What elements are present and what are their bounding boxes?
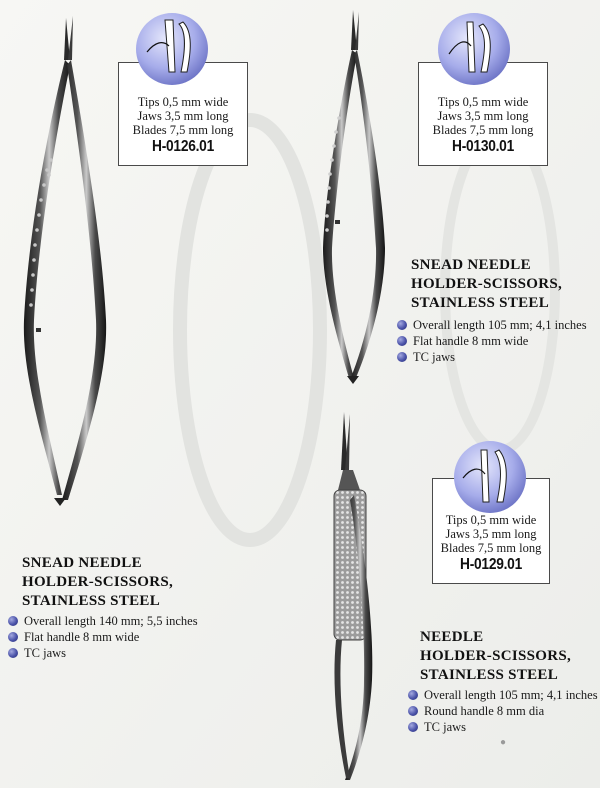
feature-item: Overall length 140 mm; 5,5 inches (8, 613, 198, 629)
needle-holder-tip-detail-icon (437, 12, 511, 86)
bullet-dot-icon (397, 320, 407, 330)
feature-item: Round handle 8 mm dia (408, 703, 598, 719)
feature-item: Flat handle 8 mm wide (8, 629, 198, 645)
product-code: H-0129.01 (460, 556, 522, 573)
product-title-h0129: NEEDLE HOLDER-SCISSORS, STAINLESS STEEL (420, 629, 572, 683)
product-code: H-0126.01 (152, 138, 214, 155)
bullet-dot-icon (408, 722, 418, 732)
product-code: H-0130.01 (452, 138, 514, 155)
bullet-dot-icon (8, 648, 18, 658)
spec-blades: Blades 7,5 mm long (132, 123, 234, 137)
bullet-dot-icon (408, 690, 418, 700)
product-title-h0126: SNEAD NEEDLE HOLDER-SCISSORS, STAINLESS STEEL (22, 555, 174, 609)
instrument-h0129-image (310, 410, 390, 785)
feature-list-h0129 (408, 687, 598, 735)
needle-holder-tip-detail-icon (135, 12, 209, 86)
feature-item: Flat handle 8 mm wide (397, 333, 587, 349)
feature-item: Overall length 105 mm; 4,1 inches (397, 317, 587, 333)
feature-item: TC jaws (397, 349, 587, 365)
bullet-dot-icon (8, 616, 18, 626)
spec-tips: Tips 0,5 mm wide (445, 513, 537, 527)
bullet-dot-icon (8, 632, 18, 642)
bullet-dot-icon (397, 352, 407, 362)
instrument-h0126-image (10, 10, 130, 510)
feature-item: Overall length 105 mm; 4,1 inches (408, 687, 598, 703)
spec-jaws: Jaws 3,5 mm long (437, 109, 529, 123)
feature-item: TC jaws (408, 719, 598, 735)
spec-jaws: Jaws 3,5 mm long (137, 109, 229, 123)
spec-tips: Tips 0,5 mm wide (137, 95, 229, 109)
feature-list-h0126 (8, 613, 198, 661)
product-title-h0130: SNEAD NEEDLE HOLDER-SCISSORS, STAINLESS STEEL (411, 257, 563, 311)
spec-jaws: Jaws 3,5 mm long (445, 527, 537, 541)
bullet-dot-icon (397, 336, 407, 346)
svg-text:●: ● (500, 737, 507, 748)
spec-blades: Blades 7,5 mm long (432, 123, 534, 137)
bullet-dot-icon (408, 706, 418, 716)
feature-list-h0130 (397, 317, 587, 365)
needle-holder-tip-detail-icon (453, 440, 527, 514)
spec-tips: Tips 0,5 mm wide (437, 95, 529, 109)
feature-item: TC jaws (8, 645, 198, 661)
spec-blades: Blades 7,5 mm long (440, 541, 542, 555)
instrument-h0130-image (315, 8, 395, 388)
